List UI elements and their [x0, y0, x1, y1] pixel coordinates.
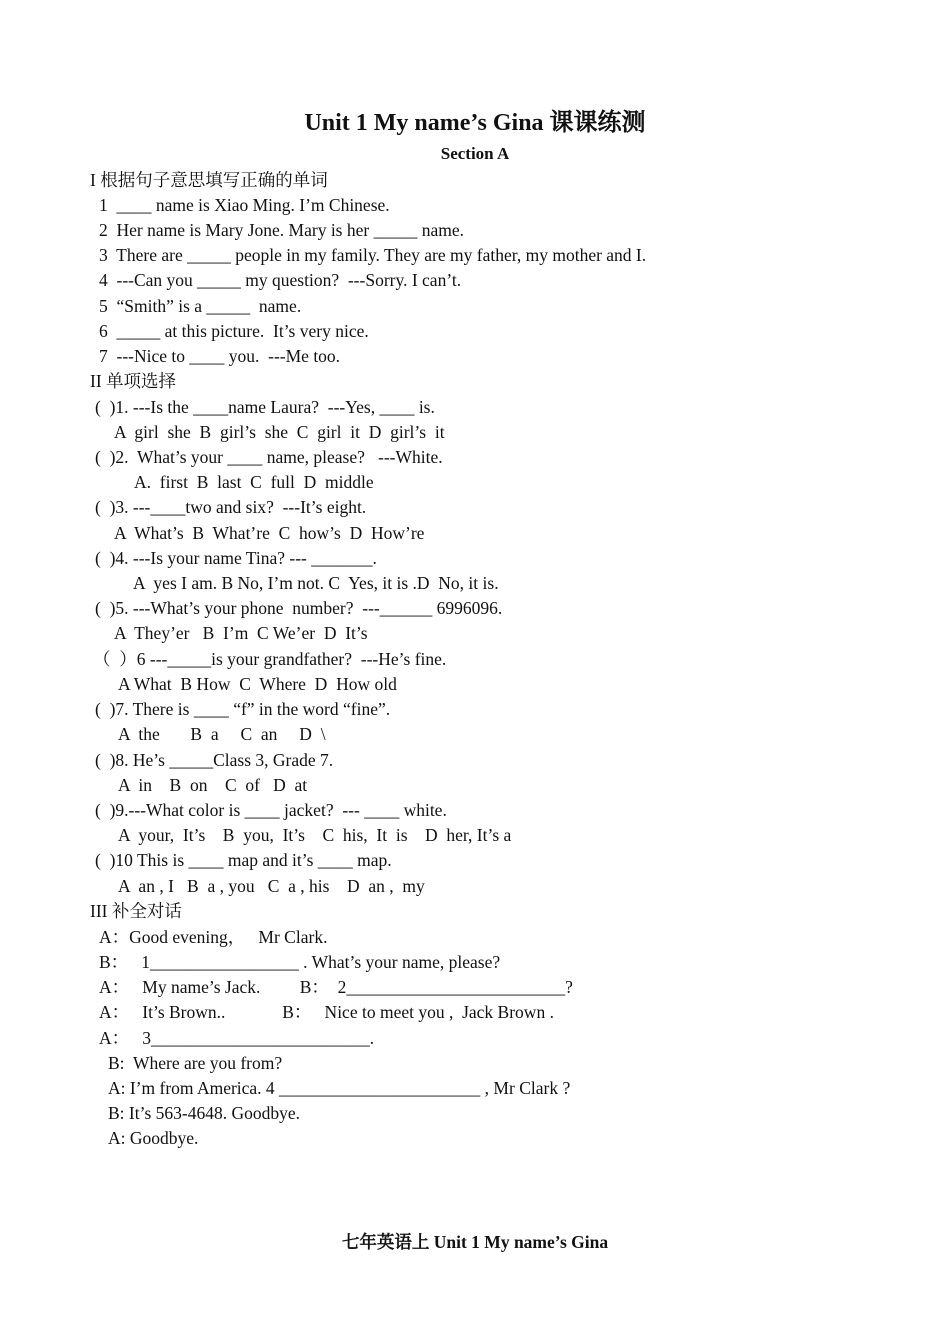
question: ( )3. ---____two and six? ---It’s eight. — [95, 497, 367, 517]
question: ( )5. ---What’s your phone number? ---______ 6996096. — [95, 598, 503, 618]
question: ( )7. There is ____ “f” in the word “fine”. — [95, 699, 391, 719]
answer-options: A They’er B I’m C We’er D It’s — [114, 623, 368, 643]
section-heading: Section A — [440, 144, 510, 163]
answer-options: A What’s B What’re C how’s D How’re — [114, 523, 425, 543]
answer-options: A an , I B a , you C a , his D an , my — [118, 876, 425, 896]
question: ( )1. ---Is the ____name Laura? ---Yes, ____ is. — [95, 397, 435, 417]
dialogue-line: B: Where are you from? — [108, 1053, 283, 1073]
dialogue-line: A： My name’s Jack. B： 2_________________________? — [99, 977, 573, 997]
dialogue-line: A：Good evening， Mr Clark. — [99, 927, 328, 947]
question: ( )10 This is ____ map and it’s ____ map. — [95, 850, 392, 870]
dialogue-line: A: Goodbye. — [108, 1128, 199, 1148]
part-heading: III 补全对话 — [90, 901, 182, 921]
answer-options: A What B How C Where D How old — [118, 674, 397, 694]
part-heading: II 单项选择 — [90, 371, 177, 391]
page-title: Unit 1 My name’s Gina 课课练测 — [304, 110, 646, 136]
question: ( )8. He’s _____Class 3, Grade 7. — [95, 750, 334, 770]
question: ( )2. What’s your ____ name, please? ---White. — [95, 447, 443, 467]
fill-in-item: 7 ---Nice to ____ you. ---Me too. — [99, 346, 341, 366]
dialogue-line: B: It’s 563-4648. Goodbye. — [108, 1103, 301, 1123]
dialogue-line: B： 1_________________ . What’s your name, please? — [99, 952, 501, 972]
dialogue-line: A: I’m from America. 4 _______________________ , Mr Clark ? — [108, 1078, 571, 1098]
fill-in-item: 4 ---Can you _____ my question? ---Sorry. I can’t. — [99, 270, 462, 290]
fill-in-item: 2 Her name is Mary Jone. Mary is her _____ name. — [99, 220, 464, 240]
answer-options: A the B a C an D \ — [118, 724, 326, 744]
dialogue-line: A： 3_________________________. — [99, 1028, 375, 1048]
answer-options: A your, It’s B you, It’s C his, It is D her, It’s a — [118, 825, 512, 845]
fill-in-item: 5 “Smith” is a _____ name. — [99, 296, 302, 316]
answer-options: A. first B last C full D middle — [134, 472, 374, 492]
fill-in-item: 1 ____ name is Xiao Ming. I’m Chinese. — [99, 195, 390, 215]
fill-in-item: 3 There are _____ people in my family. They are my father, my mother and I. — [99, 245, 647, 265]
question: ( )4. ---Is your name Tina? --- _______. — [95, 548, 377, 568]
fill-in-item: 6 _____ at this picture. It’s very nice. — [99, 321, 369, 341]
answer-options: A yes I am. B No, I’m not. C Yes, it is .D No, it is. — [133, 573, 499, 593]
dialogue-line: A： It’s Brown.. B： Nice to meet you , Jack Brown . — [99, 1002, 554, 1022]
answer-options: A in B on C of D at — [118, 775, 308, 795]
question: ( )9.---What color is ____ jacket? --- ____ white. — [95, 800, 447, 820]
footer-title: 七年英语上 Unit 1 My name’s Gina — [341, 1232, 609, 1252]
part-heading: I 根据句子意思填写正确的单词 — [90, 170, 328, 190]
question: （ ）6 ---_____is your grandfather? ---He’s fine. — [93, 649, 447, 669]
answer-options: A girl she B girl’s she C girl it D girl’s it — [114, 422, 445, 442]
